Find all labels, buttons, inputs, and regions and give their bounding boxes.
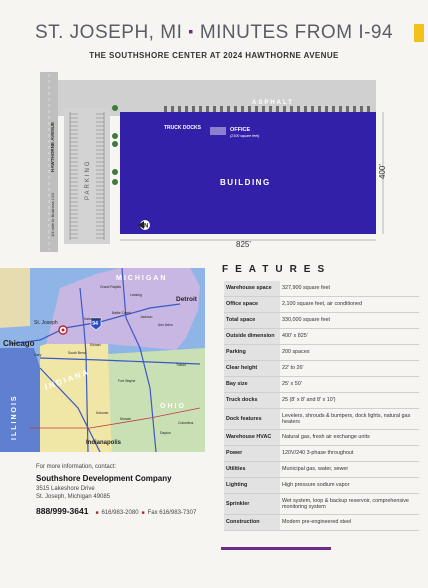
feature-value: Municipal gas, water, sewer: [280, 462, 419, 478]
feature-label: Lighting: [224, 478, 280, 494]
asphalt-label: ASPHALT: [252, 100, 294, 106]
phone-main[interactable]: 888/999-3641: [36, 506, 89, 517]
road-label: HAWTHORNE AVENUE: [50, 121, 55, 172]
feature-row: [224, 515, 419, 531]
label-south-bend: South Bend: [68, 351, 86, 355]
label-battle-creek: Battle Creek: [112, 311, 131, 315]
label-jackson: Jackson: [140, 315, 153, 319]
svg-text:N: N: [144, 223, 149, 230]
features-heading: FEATURES: [222, 264, 332, 275]
label-dayton: Dayton: [160, 431, 171, 435]
feature-value: Wet system, loop & backup reservoir, comprehensive monitoring system: [280, 494, 419, 515]
label-toledo: Toledo: [176, 363, 186, 367]
feature-row: [224, 393, 419, 409]
feature-label: Power: [224, 446, 280, 462]
feature-row: [224, 281, 419, 297]
feature-value: 327,900 square feet: [280, 281, 419, 297]
feature-label: Warehouse HVAC: [224, 430, 280, 446]
feature-value: 400' x 825': [280, 329, 419, 345]
label-detroit: Detroit: [176, 296, 197, 303]
gold-accent-bar: [414, 24, 424, 42]
label-fort-wayne: Fort Wayne: [118, 379, 136, 383]
page-title: [0, 22, 428, 44]
feature-value: 2,100 square feet, air conditioned: [280, 297, 419, 313]
feature-row: [224, 377, 419, 393]
width-dimension: 825': [236, 240, 251, 249]
tree-icons: [112, 105, 118, 185]
feature-value: 330,000 square feet: [280, 313, 419, 329]
truck-docks-label: TRUCK DOCKS: [164, 125, 201, 131]
feature-label: Sprinkler: [224, 494, 280, 515]
address-line-1: 3515 Lakeshore Drive: [36, 486, 95, 492]
label-kalamazoo: Kalamazoo: [84, 317, 101, 321]
office-note: (2100 square feet): [230, 134, 260, 138]
label-columbus: Columbus: [178, 421, 194, 425]
feature-value: Natural gas, fresh air exchange units: [280, 430, 419, 446]
feature-value: 200 spaces: [280, 345, 419, 361]
features-table: [224, 281, 419, 531]
region-map: [0, 268, 205, 452]
phone-numbers: [36, 506, 226, 516]
label-gary: Gary: [34, 353, 42, 357]
label-indiana: INDIANA: [43, 367, 92, 392]
feature-row: [224, 329, 419, 345]
feature-value: High pressure sodium vapor: [280, 478, 419, 494]
feature-row: [224, 345, 419, 361]
feature-value: 25' x 50': [280, 377, 419, 393]
building-label: BUILDING: [220, 178, 271, 187]
label-ann-arbor: Ann Arbor: [158, 323, 174, 327]
title-location: ST. JOSEPH, MI: [34, 22, 183, 43]
feature-row: [224, 430, 419, 446]
bullet-icon: ■: [95, 510, 99, 517]
bullet-icon: ■: [141, 510, 145, 517]
feature-row: [224, 494, 419, 515]
label-kokomo: Kokomo: [96, 411, 109, 415]
purple-accent-bar: [221, 547, 331, 550]
feature-label: Clear height: [224, 361, 280, 377]
contact-intro: For more information, contact:: [36, 464, 117, 470]
feature-value: Modern pre-engineered steel: [280, 515, 419, 531]
label-chicago: Chicago: [3, 339, 35, 348]
label-lansing: Lansing: [130, 293, 142, 297]
company-name: Southshore Development Company: [36, 474, 172, 483]
feature-row: [224, 313, 419, 329]
feature-label: Bay size: [224, 377, 280, 393]
label-grand-rapids: Grand Rapids: [100, 285, 121, 289]
feature-label: Dock features: [224, 409, 280, 430]
label-indianapolis: Indianapolis: [86, 440, 122, 446]
office-label: OFFICE: [230, 127, 251, 133]
state-illinois: [0, 348, 40, 452]
label-illinois: ILLINOIS: [11, 394, 18, 440]
feature-label: Total space: [224, 313, 280, 329]
feature-row: [224, 446, 419, 462]
feature-label: Outside dimension: [224, 329, 280, 345]
label-michigan: MICHIGAN: [116, 275, 168, 282]
page-subtitle: THE SOUTHSHORE CENTER AT 2024 HAWTHORNE AVENUE: [89, 51, 339, 60]
feature-row: [224, 361, 419, 377]
distance-note: 1/4 mile to Business I-94: [50, 193, 55, 237]
label-ohio: OHIO: [160, 403, 186, 410]
label-muncie: Muncie: [120, 417, 131, 421]
title-separator: ▪: [188, 23, 194, 39]
feature-value: 22' to 26': [280, 361, 419, 377]
label-elkhart: Elkhart: [90, 343, 101, 347]
depth-dimension: 400': [378, 164, 387, 179]
feature-label: Truck docks: [224, 393, 280, 409]
parking-label: PARKING: [85, 159, 91, 200]
feature-label: Parking: [224, 345, 280, 361]
svg-text:94: 94: [92, 321, 98, 327]
site-plan: [40, 72, 392, 252]
feature-value: 25 (8' x 8' and 8' x 10'): [280, 393, 419, 409]
feature-label: Construction: [224, 515, 280, 531]
title-tagline: MINUTES FROM I-94: [199, 22, 394, 43]
office-block: [210, 127, 226, 135]
feature-label: Utilities: [224, 462, 280, 478]
fax-number: Fax 616/983-7307: [147, 510, 197, 517]
feature-value: 120V/240 3-phase throughout: [280, 446, 419, 462]
feature-row: [224, 462, 419, 478]
feature-label: Office space: [224, 297, 280, 313]
feature-value: Levelers, shrouds & bumpers, dock lights, natural gas heaters: [280, 409, 419, 430]
address-line-2: St. Joseph, Michigan 49085: [36, 494, 111, 501]
feature-row: [224, 409, 419, 430]
label-st-joseph: St. Joseph: [34, 320, 58, 326]
feature-label: Warehouse space: [224, 281, 280, 297]
contact-block: [36, 464, 226, 516]
feature-row: [224, 297, 419, 313]
phone-local[interactable]: 616/983-2080: [101, 510, 139, 517]
feature-row: [224, 478, 419, 494]
